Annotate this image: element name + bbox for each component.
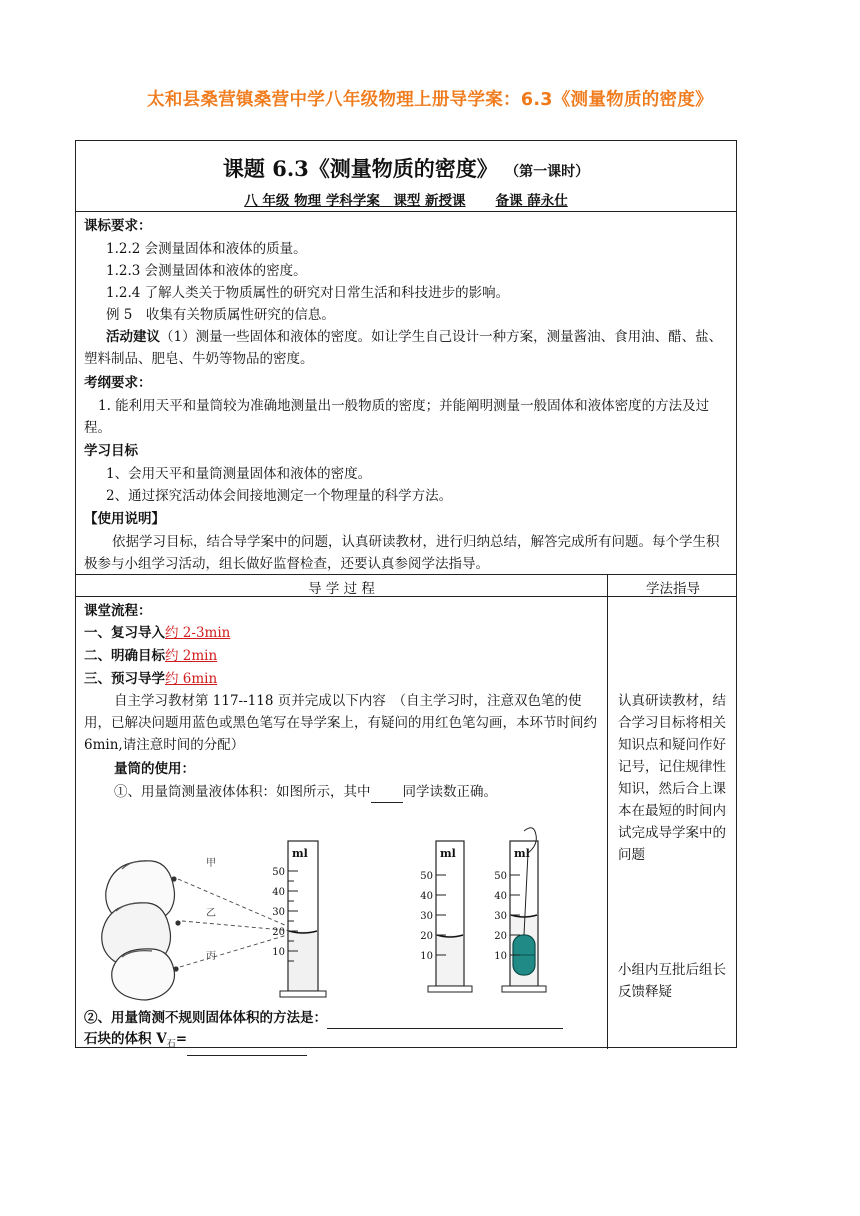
self-study-instructions: 自主学习教材第 117--118 页并完成以下内容 （自主学习时，注意双色笔的使用，已解决问题用蓝色或黑色笔写在导学案上，有疑问的用红色笔勾画，本环节时间约 6min,请注意时间的分配） (84, 693, 597, 753)
meta-type: 课型 新授课 (393, 193, 466, 209)
lesson-table (75, 140, 737, 1048)
study-guide-text: 认真研读教材，结合学习目标将相关知识点和疑问作好记号，记住规律性知识，然后合上课本在最短的时间内试完成导学案中的问题 (618, 693, 726, 863)
measuring-cylinder (420, 841, 472, 992)
divider (76, 596, 736, 597)
curriculum-heading: 课标要求： (84, 218, 152, 234)
activity-label: 活动建议 (106, 329, 160, 345)
goal-item: 2、通过探究活动体会间接地测定一个物理量的科学方法。 (106, 488, 453, 504)
tick-label: 50 (272, 867, 285, 878)
usage-text: 依据学习目标，结合导学案中的问题，认真研读教材，进行归纳总结，解答完成所有问题。每个学生积极参与小组学习活动，组长做好监督检查，还要认真参阅学法指导。 (84, 534, 720, 572)
tick-label: 30 (494, 911, 507, 922)
cylinder-unit: ml (292, 847, 308, 860)
tick-label: 50 (494, 871, 507, 882)
usage-heading: 【使用说明】 (84, 511, 165, 527)
answer-blank[interactable] (327, 1014, 563, 1029)
tick-label: 10 (272, 947, 285, 958)
column-divider (607, 574, 608, 1049)
student-label: 丙 (206, 951, 216, 962)
question-3: 石块的体积 $V_石=$ (84, 1028, 307, 1056)
activity-suggestion (84, 326, 730, 370)
curriculum-item: 1.2.2 会测量固体和液体的质量。 (106, 241, 307, 257)
divider (76, 574, 736, 575)
tick-label: 10 (420, 951, 433, 962)
process-step: 二、明确目标约 2min (84, 648, 218, 664)
measuring-cylinder-with-stone (494, 828, 546, 992)
document-title: 太和县桑营镇桑营中学八年级物理上册导学案：6.3《测量物质的密度》 (147, 90, 713, 110)
question-1: ①、用量筒测量液体体积：如图所示，其中 同学读数正确。 (114, 781, 497, 803)
tick-label: 40 (494, 891, 507, 902)
tick-label: 30 (272, 907, 285, 918)
process-column-header: 导 学 过 程 (308, 581, 375, 597)
process-step: 一、复习导入约 2-3min (84, 625, 231, 641)
tick-label: 20 (494, 931, 507, 942)
meta-grade: 八 年级 物理 学科学案 (244, 193, 380, 209)
goals-heading: 学习目标 (84, 443, 138, 459)
curriculum-item: 1.2.4 了解人类关于物质属性的研究对日常生活和科技进步的影响。 (106, 285, 510, 301)
student-heads-illustration (102, 861, 180, 1000)
question-2: ②、用量筒测不规则固体体积的方法是： (84, 1007, 563, 1029)
step-time: 约 6min (165, 671, 218, 687)
tick-label: 20 (420, 931, 433, 942)
cylinder-unit: ml (514, 847, 530, 860)
guide-column-header: 学法指导 (646, 581, 700, 597)
lesson-meta (76, 189, 736, 209)
lesson-title-main: 课题 6.3《测量物质的密度》 (222, 156, 498, 181)
study-guide-text: 小组内互批后组长反馈释疑 (618, 962, 726, 1000)
curriculum-item: 1.2.3 会测量固体和液体的密度。 (106, 263, 307, 279)
measuring-cylinder-figure (82, 811, 592, 1006)
tick-label: 20 (272, 927, 285, 938)
process-heading: 课堂流程： (84, 603, 152, 619)
meta-prep: 备课 薛永仕 (495, 193, 568, 209)
step-time: 约 2-3min (165, 625, 231, 641)
exam-text: 1. 能利用天平和量筒较为准确地测量出一般物质的密度；并能阐明测量一般固体和液体密度的方法及过程。 (84, 398, 710, 436)
answer-blank[interactable] (371, 788, 403, 803)
activity-text: （1）测量一些固体和液体的密度。如让学生自己设计一种方案，测量酱油、食用油、醋、盐、塑料制品、肥皂、牛奶等物品的密度。 (84, 329, 723, 367)
cylinder-heading: 量筒的使用： (114, 761, 195, 777)
tick-label: 50 (420, 871, 433, 882)
measuring-cylinder (272, 841, 326, 997)
goal-item: 1、会用天平和量筒测量固体和液体的密度。 (106, 466, 372, 482)
tick-label: 40 (272, 887, 285, 898)
step-time: 约 2min (165, 648, 218, 664)
tick-label: 40 (420, 891, 433, 902)
answer-blank[interactable] (187, 1041, 307, 1056)
exam-heading: 考纲要求： (84, 375, 152, 391)
lesson-title (76, 153, 736, 183)
lesson-title-session: （第一课时） (505, 164, 590, 180)
tick-label: 10 (494, 951, 507, 962)
student-label: 乙 (206, 908, 216, 919)
curriculum-item: 例 5 收集有关物质属性研究的信息。 (106, 307, 335, 323)
divider (76, 211, 736, 212)
student-label: 甲 (206, 858, 216, 869)
process-step: 三、预习导学约 6min (84, 671, 218, 687)
cylinder-unit: ml (440, 847, 456, 860)
tick-label: 30 (420, 911, 433, 922)
